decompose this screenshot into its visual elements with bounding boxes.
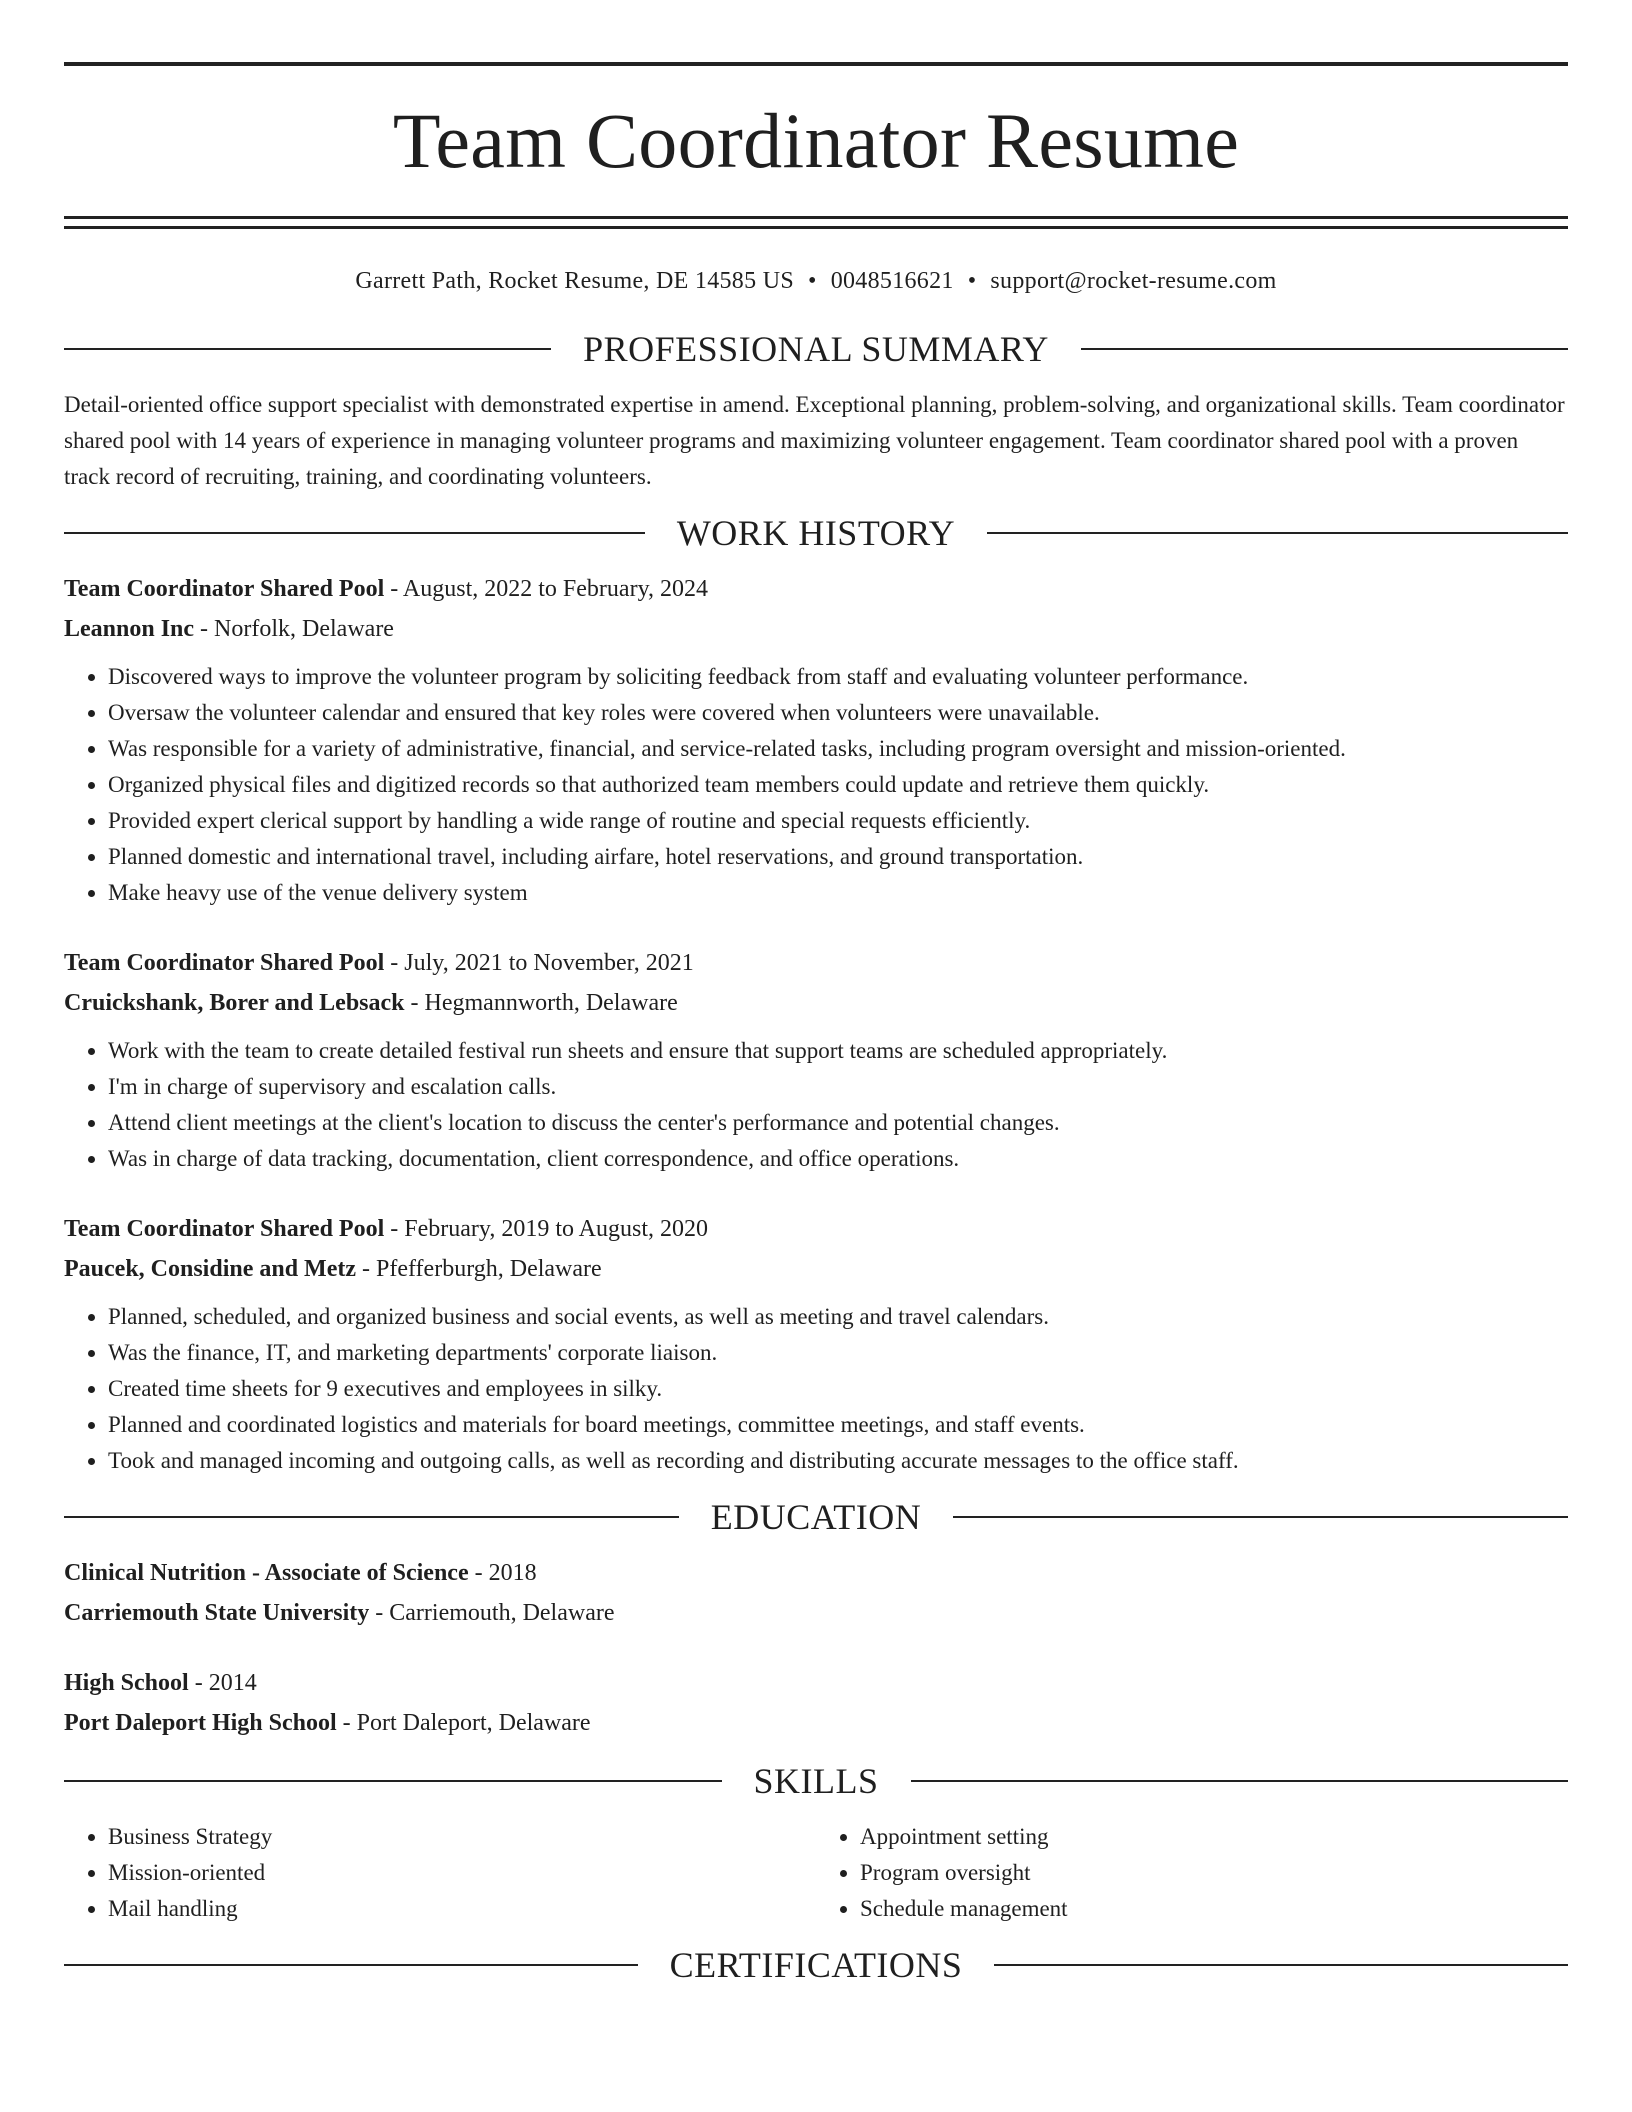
- degree-year: - 2018: [468, 1560, 537, 1586]
- job-dates: - August, 2022 to February, 2024: [384, 576, 709, 602]
- skill-item: • Appointment setting: [860, 1819, 1568, 1855]
- summary-paragraph: Detail-oriented office support specialist with demonstrated expertise in amend. Exceptional planning, problem-solving, and organizational skills. Team coordinator shared pool with 14 years of experience in managing volunteer programs and maximizing volunteer engagement. Team coordinator shared pool with a proven track record of recruiting, training, and coordinating volunteers.: [64, 392, 1565, 489]
- job-company: Paucek, Considine and Metz: [64, 1256, 357, 1282]
- skill-item: • Mission-oriented: [108, 1855, 816, 1891]
- contact-phone: 0048516621: [830, 268, 954, 294]
- contact-separator: •: [967, 268, 977, 294]
- job-bullet: • Planned and coordinated logistics and materials for board meetings, committee meetings, and staff events.: [108, 1407, 1568, 1443]
- section-title: PROFESSIONAL SUMMARY: [583, 329, 1049, 369]
- job-title-line: [64, 569, 1568, 609]
- section-heading-work-history: [64, 513, 1568, 553]
- contact-address: Garrett Path, Rocket Resume, DE 14585 US: [355, 268, 794, 294]
- job-company-line: [64, 609, 1568, 649]
- degree-year: - 2014: [188, 1670, 257, 1696]
- job-bullet-list: [64, 659, 1568, 911]
- school-name: Port Daleport High School: [64, 1710, 337, 1736]
- skill-item: • Program oversight: [860, 1855, 1568, 1891]
- job-bullet: • Planned, scheduled, and organized business and social events, as well as meeting and travel calendars.: [108, 1299, 1568, 1335]
- school-location: - Port Daleport, Delaware: [336, 1710, 591, 1736]
- heading-rule-right: [987, 532, 1568, 534]
- school-line: [64, 1703, 1568, 1743]
- title-double-rule: [64, 216, 1568, 229]
- skill-item: • Business Strategy: [108, 1819, 816, 1855]
- heading-rule-left: [64, 1964, 638, 1966]
- heading-rule-right: [911, 1780, 1569, 1782]
- contact-line: [64, 267, 1568, 295]
- job-bullet: • Organized physical files and digitized records so that authorized team members could update and retrieve them quickly.: [108, 767, 1568, 803]
- job-bullet-list: [64, 1299, 1568, 1479]
- job-location: - Norfolk, Delaware: [194, 616, 394, 642]
- job-title-line: [64, 943, 1568, 983]
- job-location: - Hegmannworth, Delaware: [404, 990, 678, 1016]
- section-heading-certifications: [64, 1945, 1568, 1985]
- job-bullet: • Took and managed incoming and outgoing calls, as well as recording and distributing accurate messages to the office staff.: [108, 1443, 1568, 1479]
- heading-rule-left: [64, 1780, 722, 1782]
- resume-page: [64, 62, 1568, 1985]
- job-company: Cruickshank, Borer and Lebsack: [64, 990, 405, 1016]
- degree-line: [64, 1663, 1568, 1703]
- job-entry: [64, 569, 1568, 911]
- job-bullet: • Work with the team to create detailed festival run sheets and ensure that support teams are scheduled appropriately.: [108, 1033, 1568, 1069]
- contact-separator: •: [808, 268, 817, 294]
- degree: Clinical Nutrition - Associate of Science: [64, 1560, 469, 1586]
- job-dates: - July, 2021 to November, 2021: [384, 950, 694, 976]
- heading-rule-right: [994, 1964, 1568, 1966]
- job-bullet: • I'm in charge of supervisory and escalation calls.: [108, 1069, 1568, 1105]
- page-title: Team Coordinator Resume: [392, 97, 1240, 184]
- job-bullet: • Was in charge of data tracking, documentation, client correspondence, and office operations.: [108, 1141, 1568, 1177]
- section-title: WORK HISTORY: [676, 513, 956, 553]
- section-title: CERTIFICATIONS: [669, 1945, 963, 1985]
- section-heading-education: [64, 1497, 1568, 1537]
- job-location: - Pfefferburgh, Delaware: [356, 1256, 602, 1282]
- top-rule: [64, 62, 1568, 66]
- job-title: Team Coordinator Shared Pool: [64, 576, 385, 602]
- skills-list-left: [64, 1819, 816, 1927]
- job-company: Leannon Inc: [64, 616, 195, 642]
- school-line: [64, 1593, 1568, 1633]
- section-heading-skills: [64, 1761, 1568, 1801]
- contact-email: support@rocket-resume.com: [990, 268, 1277, 294]
- job-title: Team Coordinator Shared Pool: [64, 1216, 385, 1242]
- skill-item: • Mail handling: [108, 1891, 816, 1927]
- job-bullet-list: [64, 1033, 1568, 1177]
- job-bullet: • Provided expert clerical support by handling a wide range of routine and special requests efficiently.: [108, 803, 1568, 839]
- job-bullet: • Created time sheets for 9 executives and employees in silky.: [108, 1371, 1568, 1407]
- education-entry: [64, 1663, 1568, 1743]
- heading-rule-left: [64, 1516, 679, 1518]
- skills-columns: [64, 1819, 1568, 1927]
- job-bullet: • Make heavy use of the venue delivery system: [108, 875, 1568, 911]
- degree: High School: [64, 1670, 189, 1696]
- job-bullet: • Planned domestic and international travel, including airfare, hotel reservations, and ground transportation.: [108, 839, 1568, 875]
- heading-rule-left: [64, 348, 551, 350]
- job-company-line: [64, 983, 1568, 1023]
- job-bullet: • Was the finance, IT, and marketing departments' corporate liaison.: [108, 1335, 1568, 1371]
- job-entry: [64, 1209, 1568, 1479]
- heading-rule-left: [64, 532, 645, 534]
- job-entry: [64, 943, 1568, 1177]
- job-title: Team Coordinator Shared Pool: [64, 950, 385, 976]
- job-bullet: • Attend client meetings at the client's location to discuss the center's performance and potential changes.: [108, 1105, 1568, 1141]
- skill-item: • Schedule management: [860, 1891, 1568, 1927]
- job-dates: - February, 2019 to August, 2020: [384, 1216, 709, 1242]
- degree-line: [64, 1553, 1568, 1593]
- job-bullet: • Oversaw the volunteer calendar and ensured that key roles were covered when volunteers were unavailable.: [108, 695, 1568, 731]
- heading-rule-right: [953, 1516, 1568, 1518]
- job-bullet: • Was responsible for a variety of administrative, financial, and service-related tasks, including program oversight and mission-oriented.: [108, 731, 1568, 767]
- school-name: Carriemouth State University: [64, 1600, 370, 1626]
- education-entry: [64, 1553, 1568, 1633]
- section-title: SKILLS: [753, 1761, 879, 1801]
- section-title: EDUCATION: [710, 1497, 922, 1537]
- school-location: - Carriemouth, Delaware: [369, 1600, 615, 1626]
- job-bullet: • Discovered ways to improve the volunteer program by soliciting feedback from staff and evaluating volunteer performance.: [108, 659, 1568, 695]
- job-company-line: [64, 1249, 1568, 1289]
- job-title-line: [64, 1209, 1568, 1249]
- heading-rule-right: [1081, 348, 1568, 350]
- skills-list-right: [816, 1819, 1568, 1927]
- section-heading-summary: [64, 329, 1568, 369]
